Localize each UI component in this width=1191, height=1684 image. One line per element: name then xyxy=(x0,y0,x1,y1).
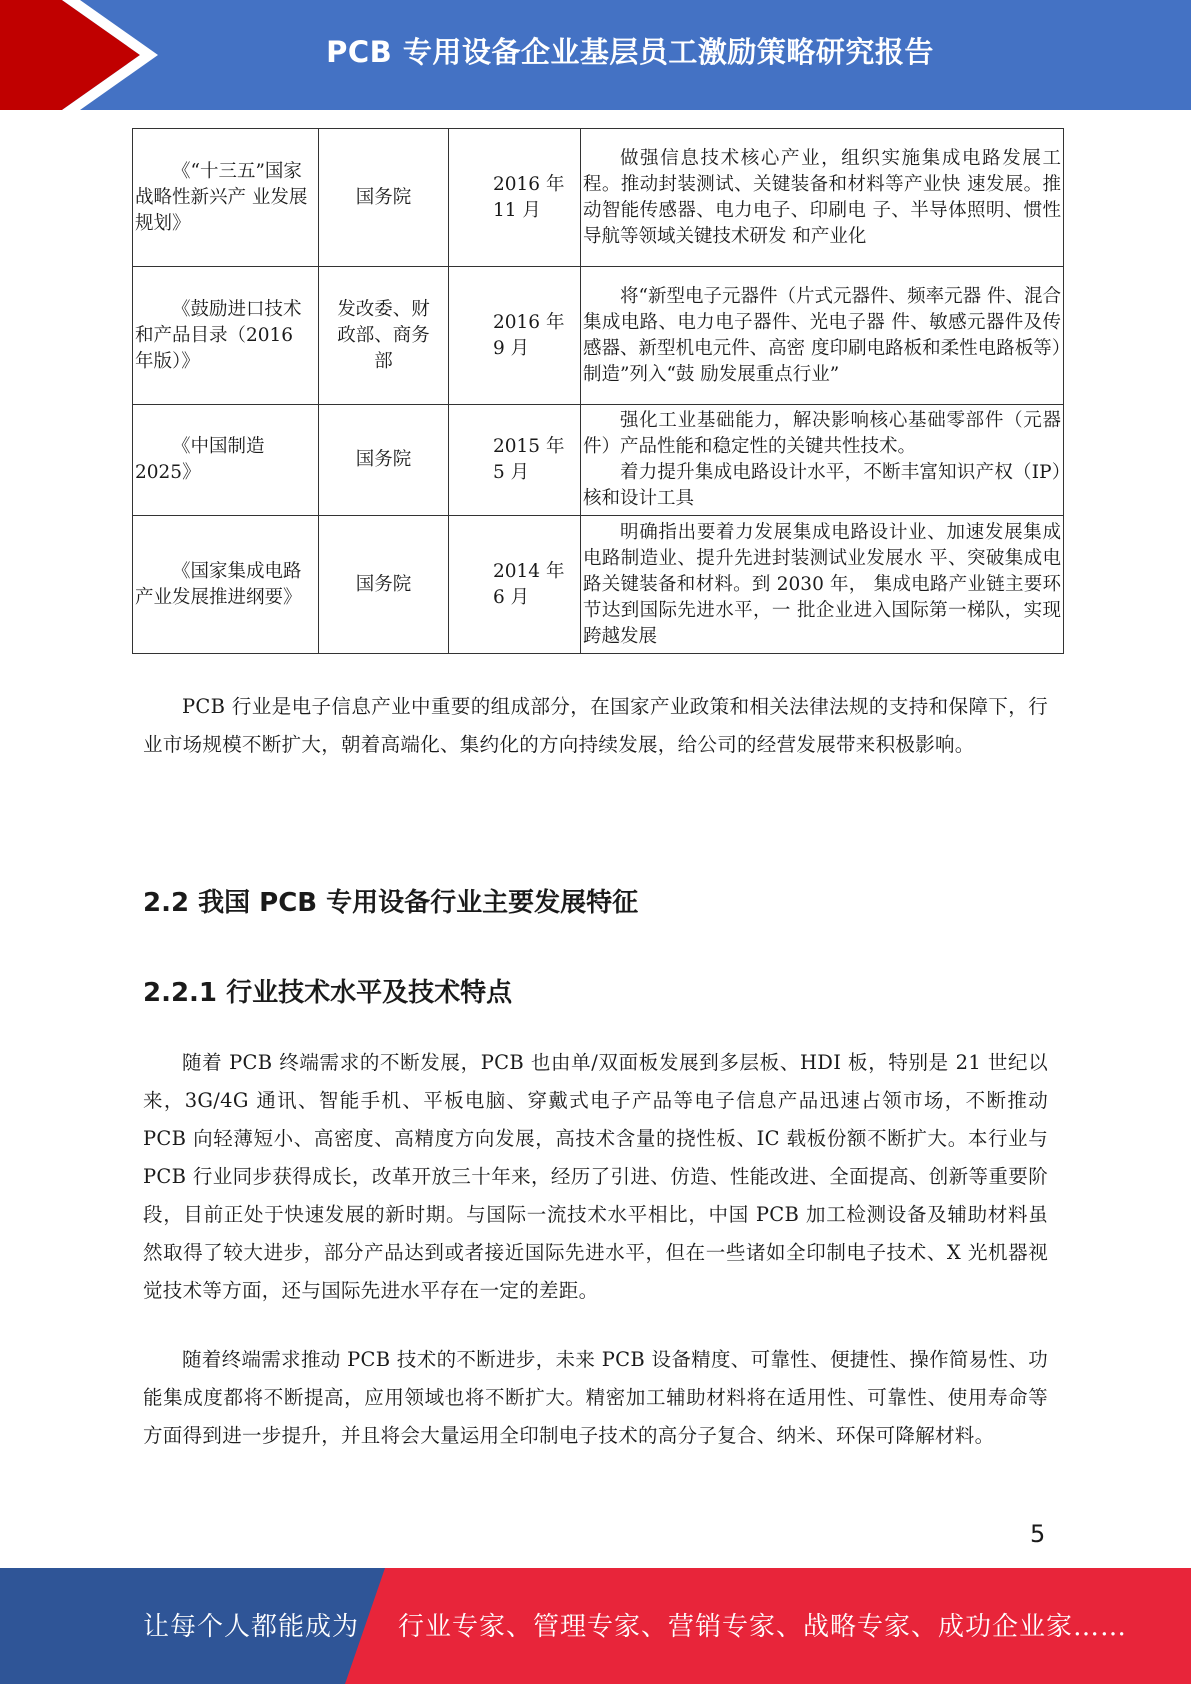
issue-date: 2015 年 5 月 xyxy=(493,436,565,483)
body-paragraph: 随着 PCB 终端需求的不断发展，PCB 也由单/双面板发展到多层板、HDI 板，特别是 21 世纪以来，3G/4G 通讯、智能手机、平板电脑、穿戴式电子产品等电子信息产品迅速占领市场，不断推动 PCB 向轻薄短小、高密度、高精度方向发展，高技术含量的挠性板、IC 载板份额不断扩大。本行业与 PCB 行业同步获得成长，改革开放三十年来，经历了引进、仿造、性能改进、全面提高、创新等重要阶段，目前正处于快速发展的新时期。与国际一流技术水平相比，中国 PCB 加工检测设备及辅助材料虽然取得了较大进步，部分产品达到或者接近国际先进水平，但在一些诸如全印制电子技术、X 光机器视觉技术等方面，还与国际先进水平存在一定的差距。 xyxy=(143,1051,1048,1302)
page-footer xyxy=(0,1568,1191,1684)
section-heading: 2.2 我国 PCB 专用设备行业主要发展特征 xyxy=(143,888,639,918)
page-number: 5 xyxy=(1030,1520,1046,1548)
policy-content: 着力提升集成电路设计水平，不断丰富知识产权（IP）核和设计工具 xyxy=(583,462,1061,509)
policy-name-cell xyxy=(133,129,319,267)
policy-content: 将“新型电子元器件（片式元器件、频率元器 件、混合集成电路、电力电子器件、光电子器 件、敏感元器件及传感器、新型机电元件、高密 度印刷电路板和柔性电路板等）制造”列入“鼓 励发展重点行业” xyxy=(583,285,1061,385)
department: 发改委、财 政部、商务 部 xyxy=(337,298,430,372)
date-cell xyxy=(449,267,581,405)
date-cell xyxy=(449,405,581,516)
table-row xyxy=(133,267,1064,405)
policy-name: 《“十三五”国家战略性新兴产 业发展规划》 xyxy=(135,160,308,234)
table-row xyxy=(133,405,1064,516)
content-cell xyxy=(581,129,1064,267)
header-red-chevron xyxy=(0,0,140,110)
content-cell xyxy=(581,516,1064,654)
page-header xyxy=(0,0,1191,110)
policy-name-cell xyxy=(133,516,319,654)
policy-content: 做强信息技术核心产业，组织实施集成电路发展工程。推动封装测试、关键装备和材料等产业快 速发展。推动智能传感器、电力电子、印刷电 子、半导体照明、惯性导航等领域关键技术研发 和产业化 xyxy=(583,147,1061,247)
body-paragraph: 随着终端需求推动 PCB 技术的不断进步，未来 PCB 设备精度、可靠性、便捷性、操作简易性、功能集成度都将不断提高，应用领域也将不断扩大。精密加工辅助材料将在适用性、可靠性、使用寿命等方面得到进一步提升，并且将会大量运用全印制电子技术的高分子复合、纳米、环保可降解材料。 xyxy=(143,1348,1048,1447)
date-cell xyxy=(449,129,581,267)
footer-slogan-left: 让每个人都能成为 xyxy=(143,1612,360,1642)
policy-name-cell xyxy=(133,405,319,516)
issue-date: 2016 年 11 月 xyxy=(493,173,565,221)
policy-name: 《鼓励进口技术和产品目录（2016 年版）》 xyxy=(135,298,302,372)
policy-name: 《国家集成电路产业发展推进纲要》 xyxy=(135,560,302,608)
department-cell xyxy=(319,129,449,267)
department-cell xyxy=(319,405,449,516)
policy-name-cell xyxy=(133,267,319,405)
department: 国务院 xyxy=(355,449,412,470)
department-cell xyxy=(319,267,449,405)
issue-date: 2014 年 6 月 xyxy=(493,560,565,608)
policy-table xyxy=(132,128,1064,654)
subsection-heading: 2.2.1 行业技术水平及技术特点 xyxy=(143,978,513,1008)
content-cell xyxy=(581,405,1064,516)
header-title: PCB 专用设备企业基层员工激励策略研究报告 xyxy=(326,35,934,69)
policy-content: 明确指出要着力发展集成电路设计业、加速发展集成电路制造业、提升先进封装测试业发展水 平、突破集成电路关键装备和材料。到 2030 年， 集成电路产业链主要环节达到国际先进水平，一 批企业进入国际第一梯队，实现跨越发展 xyxy=(583,521,1061,647)
table-row xyxy=(133,129,1064,267)
department: 国务院 xyxy=(355,573,412,595)
issue-date: 2016 年 9 月 xyxy=(493,311,565,359)
table-row xyxy=(133,516,1064,654)
intro-paragraph: PCB 行业是电子信息产业中重要的组成部分，在国家产业政策和相关法律法规的支持和保障下，行业市场规模不断扩大，朝着高端化、集约化的方向持续发展，给公司的经营发展带来积极影响。 xyxy=(143,695,1048,756)
policy-name: 《中国制造 2025》 xyxy=(135,436,265,483)
department-cell xyxy=(319,516,449,654)
date-cell xyxy=(449,516,581,654)
content-cell xyxy=(581,267,1064,405)
footer-slogan-right: 行业专家、管理专家、营销专家、战略专家、成功企业家…… xyxy=(398,1612,1128,1642)
policy-content: 强化工业基础能力，解决影响核心基础零部件（元器件）产品性能和稳定性的关键共性技术。 xyxy=(583,410,1061,457)
department: 国务院 xyxy=(355,186,412,208)
